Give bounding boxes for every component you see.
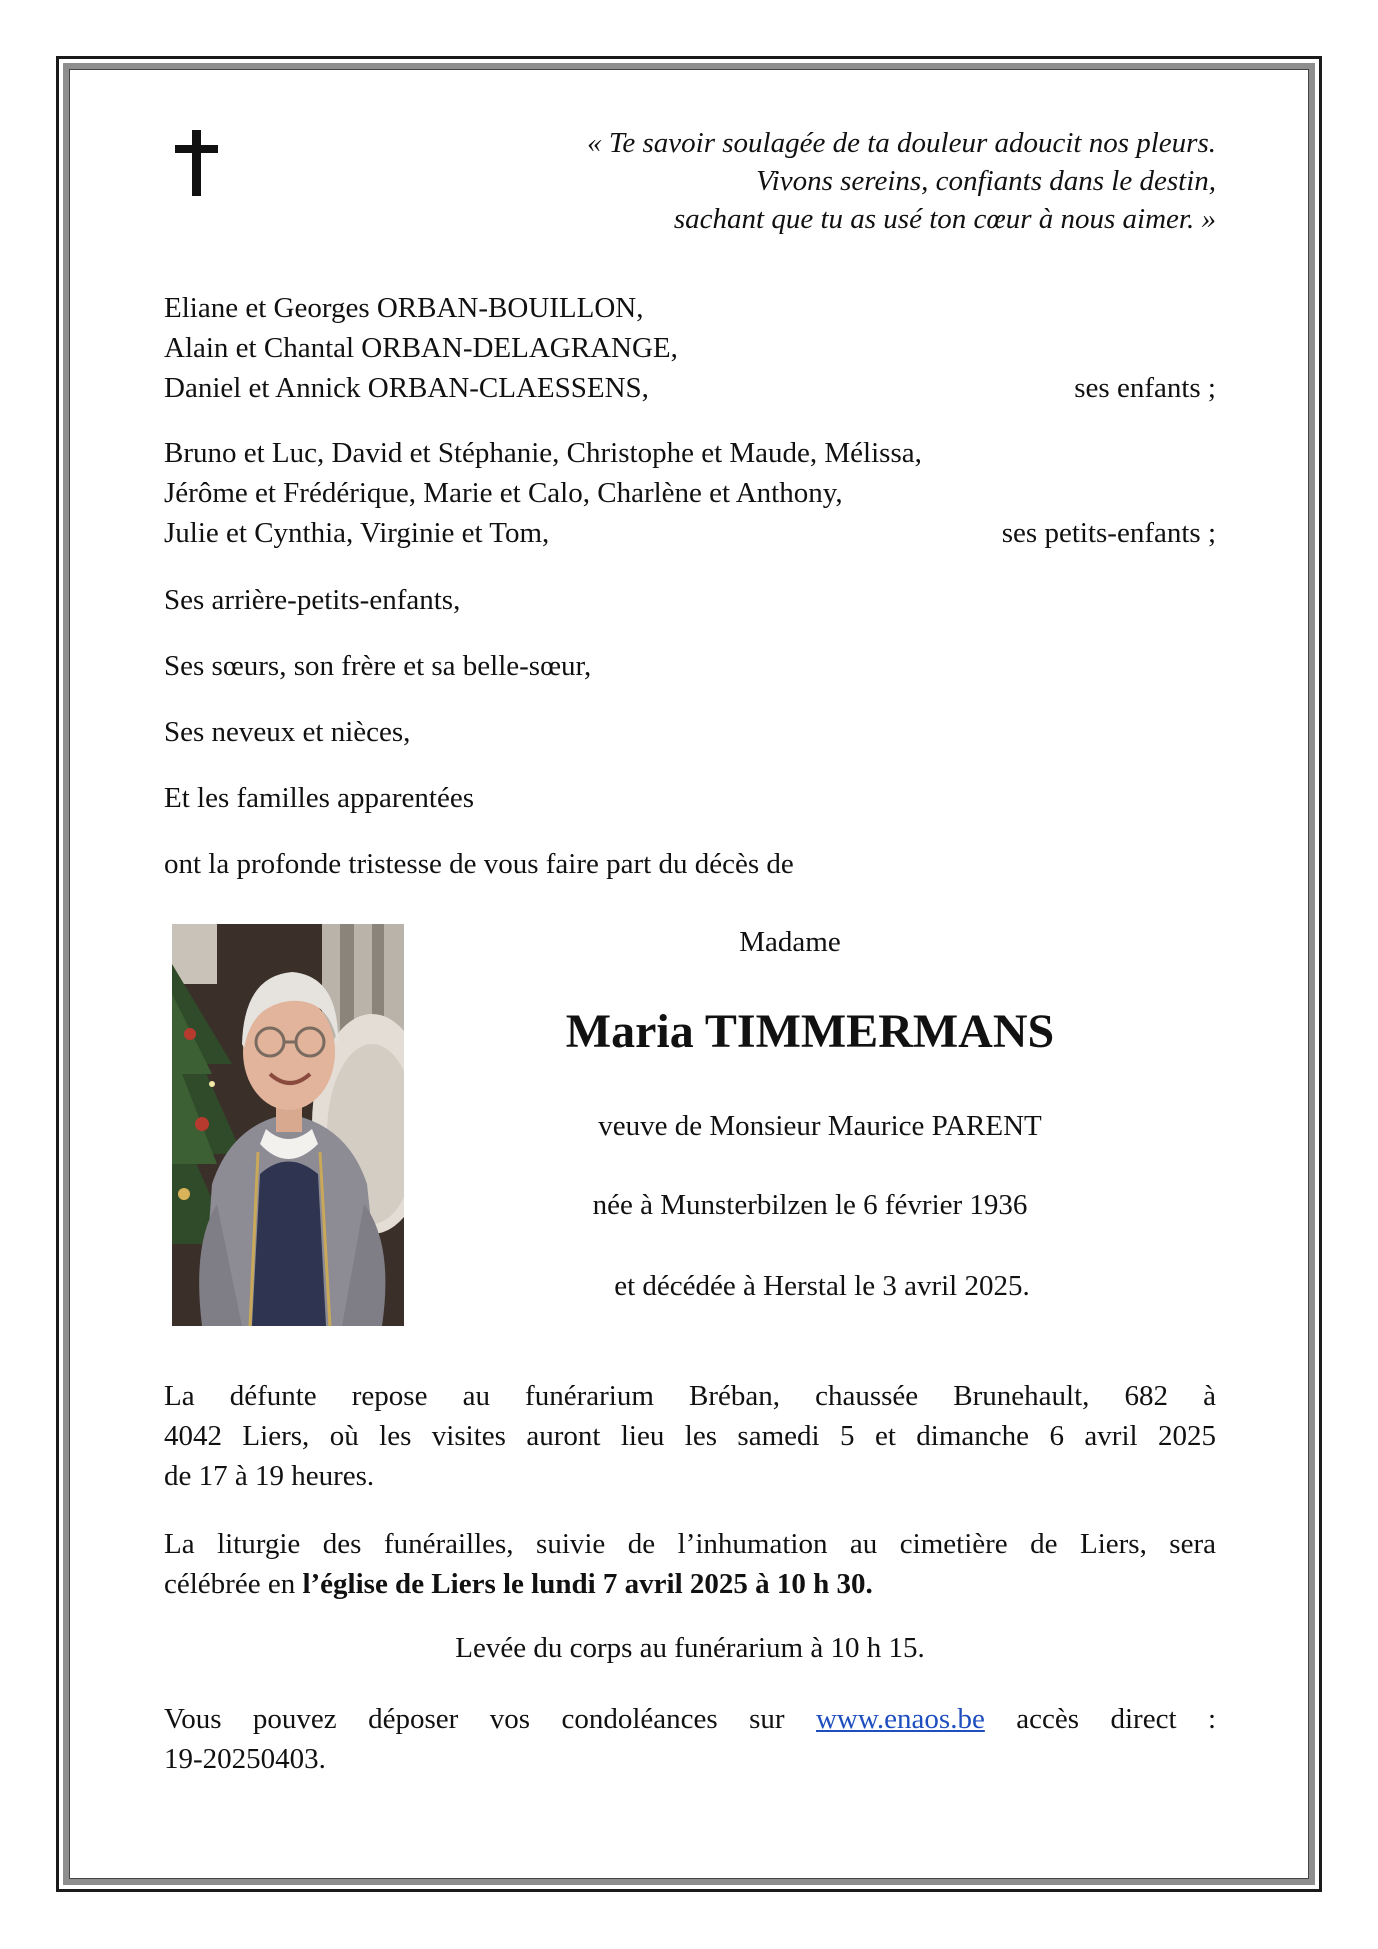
announcement-line: ont la profonde tristesse de vous faire part du décès de: [164, 848, 794, 880]
grandchildren-relation: ses petits-enfants ;: [1001, 517, 1216, 549]
grandchild-line-2: Jérôme et Frédérique, Marie et Calo, Charlène et Anthony,: [164, 477, 843, 509]
grandchild-line-1: Bruno et Luc, David et Stéphanie, Christophe et Maude, Mélissa,: [164, 437, 922, 469]
cross-icon: [168, 130, 224, 196]
liturgy-ceremony: l’église de Liers le lundi 7 avril 2025 à 10 h 30.: [302, 1568, 873, 1600]
families-line: Et les familles apparentées: [164, 782, 475, 814]
visitation-paragraph: [164, 1376, 1216, 1496]
condolences-prefix: Vous pouvez déposer vos condoléances sur: [164, 1703, 785, 1735]
visitation-line-2: 4042 Liers, où les visites auront lieu les samedi 5 et dimanche 6 avril 2025: [164, 1420, 1216, 1452]
liturgy-line-1: La liturgie des funérailles, suivie de l’inhumation au cimetière de Liers, sera: [164, 1528, 1216, 1560]
siblings-line: Ses sœurs, son frère et sa belle-sœur,: [164, 650, 592, 682]
visitation-line-3: de 17 à 19 heures.: [164, 1460, 375, 1492]
widow-of-line: veuve de Monsieur Maurice PARENT: [598, 1110, 1042, 1142]
salutation: Madame: [739, 926, 841, 958]
epigraph-quote: [587, 124, 1216, 238]
deceased-name: Maria TIMMERMANS: [565, 1005, 1055, 1058]
quote-line-2: Vivons sereins, confiants dans le destin,: [756, 165, 1216, 197]
condolences-line-1: [164, 1699, 1216, 1739]
quote-line-1: « Te savoir soulagée de ta douleur adoucit nos pleurs.: [587, 127, 1216, 159]
condolences-link[interactable]: www.enaos.be: [815, 1703, 985, 1735]
visitation-line-1: La défunte repose au funérarium Bréban, chaussée Brunehault, 682 à: [164, 1380, 1216, 1412]
children-list: [164, 288, 678, 408]
nephews-line: Ses neveux et nièces,: [164, 716, 411, 748]
birth-line: née à Munsterbilzen le 6 février 1936: [592, 1189, 1028, 1221]
liturgy-line-2: [164, 1564, 1216, 1604]
quote-line-3: sachant que tu as usé ton cœur à nous aimer. »: [673, 203, 1216, 235]
levee-line: Levée du corps au funérarium à 10 h 15.: [455, 1632, 925, 1664]
great-grandchildren-line: Ses arrière-petits-enfants,: [164, 584, 461, 616]
condolences-paragraph: [164, 1699, 1216, 1779]
death-line: et décédée à Herstal le 3 avril 2025.: [614, 1270, 1030, 1302]
child-line-2: Alain et Chantal ORBAN-DELAGRANGE,: [164, 332, 678, 364]
liturgy-prefix: célébrée en: [164, 1568, 303, 1600]
condolences-suffix: accès direct :: [1016, 1703, 1216, 1735]
grandchildren-list: [164, 433, 922, 553]
children-relation: ses enfants ;: [1074, 372, 1216, 404]
child-line-3: Daniel et Annick ORBAN-CLAESSENS,: [164, 372, 649, 404]
liturgy-paragraph: [164, 1524, 1216, 1604]
deceased-photo: [172, 924, 404, 1326]
grandchild-line-3: Julie et Cynthia, Virginie et Tom,: [164, 517, 550, 549]
child-line-1: Eliane et Georges ORBAN-BOUILLON,: [164, 292, 644, 324]
condolences-code: 19-20250403.: [164, 1743, 326, 1775]
